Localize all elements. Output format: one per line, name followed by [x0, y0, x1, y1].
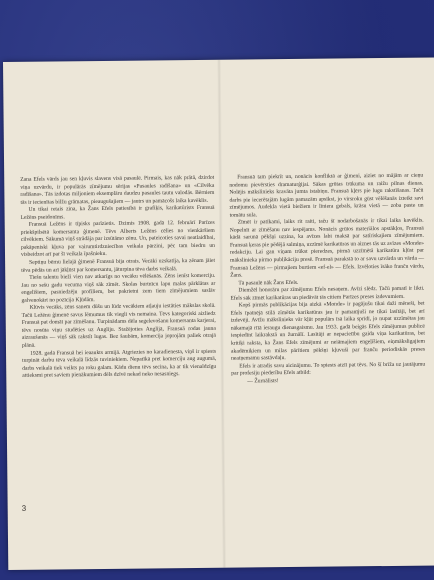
paragraph: 1928. gadā Fransuā hei ieaaukts armijā. Atgriezies no karadienesta, viņš ir spiests turpināt darbu tēva veikalā līdzās tuviniekiem. Nepatīkā pret komerciju aug augumā, darbs veikalā tiek veikts pa roku galam. Kādu dienu tēvs secina, ka ar tik vienaldzīgu attieksmi pret saviem pienākumiem dēls dzīvē nekad neko nesasniegs. — [22, 348, 217, 380]
paragraph: Klūvis vecāks, zēns sanem dūšu un lūdz vecākiem atļauju iestāties mākslas skolā. Tačū Ležēnu ģimenē savus lēmumus tik viegli vis nemaina. Tēvs kategoriski aizliedz Fransuā pat domāt par zīmēšanu. Turpinādams dēla segelevošanu komersanta karjerai, tēvs nosūta viņu studēties uz Angliju. Stažējoties Anglijā, Fransuā rodas jauna aizraušanās — viņš sāk rakstīt lugas. Bez šaubām, komercija joprojām paliek otrajā plānā. — [21, 303, 216, 349]
page-fold — [217, 60, 226, 568]
paragraph: Zīmēt ir patīkami, laiks rit raiti, taču šī nodarbošanās ir tikai laika kavēklis. Nopelnīt ar zīmēšanu nav iespējams. Nonācis grūtos materiālos apstākļos, Fransuā kādā sarunā pēkšņi uzzina, ka avīzes labi maksā par satīriskajiem zīmējumiem. Fransuā ķeras pie pēdējā salmiņa, uzzīmē karikatūras un aiznes tās uz avīzes «Monde» redakciju. Lai gan viņam trūkst pieredzes, pirmā uzzīmētā karikatūra kļūst par mākslinieka pirmo publikāciju presē. Fransuā parakstā to ar savu uzvārda un vārda — Fransuā Ležēns — pirmajiem burtiem «ef-el» — Efels. Izvēloties īsāko franču vārdu, Žans. — [229, 217, 425, 279]
book-page — [3, 57, 434, 569]
paragraph: Tā pasaulē nāk Žans Efels. — [238, 279, 299, 287]
paragraph: Septiņu bērnu lielajā ģimenē Fransuā bija otrais. Vecāki uzskatīja, ka zēnam jāiet tēva pēdās un arī jākļūst par komersantu, jāturpina tēva darbs veikalā. — [21, 257, 216, 274]
paragraph: Zana Efels vārds jau sen kļuvis slavens visā pasaulē. Pirmais, kas nāk prātā, dzirdot viņa uzvārdu, ir populārās zīmējumu sērijas «Pasaules radīšana» un «Cilvēka radīšana». Tās izdotas miljoniem eksemplāru daudzu pasaules tautu valodās. Bērniem tās ir iecienītas bilžu grāmatas, pieaugušajiem — jautrs un pamācošs laika kavēklis. — [20, 174, 215, 206]
page-number: 3 — [21, 503, 27, 513]
paragraph: Fransuā tam piekrīt un, nonācis konfliktā ar ģimeni, aiziet no mājām ar cieņu nodomu pievērsties dramaturģijai. Sākas grūtas trūkuma un raižu pilnas dienas. Nolējis mākslinieks kravāta jumta istabiņu. Fransuā kļērs pie lugu rakstīšanas. Tačū darbs pie iecerētajām lugām pamazām apsīkst, jo virsroku gūst vēlēšanās izteikt savi zīmējumos. Audekla vietā biežiem ir līniera gebals, krāsu vietā — zoba paste un tomātu sula. — [229, 172, 424, 219]
closing-quote: — Žurnālists! — [247, 377, 279, 385]
paragraph: Tiešu talentu bieži vien nav atkarīgs no vecāku vēlēšanās. Zēns ienīst komerciju. Jau no sešu gadu vecuma viņš sāk zīmēt. Skolas burtnīcu lapu malas pārklātas ar engelīšiem, pasniedzēju profiliem, bet pakrietni zem tiem zīmējumiem saslāv galvenokārt no pozīcija Kļūdām. — [21, 272, 216, 304]
paragraph: Kopš pirmās publikācijas bija aizkā «Monde» ir pagājušu tikai daži mēneši, bet Efels īpatnējā stilā zīmētās karikatūras jau ir pamanījuši ne tikai lasītāji, bet arī izdevēji. Avīžu mākslinieks vār kļūt populārs īsā laika sprīdī, jo nupat uzzīmētas jau nākamajā rītā ieraugu dienasgaismu. Jau 1933. gadā beigās Efels zīmējumus publicē iespiedīnt laikrakstā un žurnālī. Lasītāji ar nepacietību gaida viņa karikatūras, bet kritiķi raksta, ka Žans Efels zīmējumi ar neiāmajiem engeļīšiem, eiņmāksligajiem akadēmiķiem un milas pārītiem pēkšņi kļuvuši par franču periodiskās preses neatņemamu sastāvdaļu. — [230, 300, 426, 362]
paragraph: Efels ir atradis savu aicinājumu. To spiests atzīt pat tēvs. No šī brīža uz jautājumu par profesiju piederību Efels atbild: — [231, 361, 426, 377]
right-text-column — [229, 173, 425, 386]
paragraph: Un tikai retais zina, ka Žans Efels patiesībā ir grafiķis, karikatūrists Fransuā Ležēns pseidonīms. — [20, 204, 215, 221]
left-text-column — [20, 175, 216, 381]
paragraph: Diemžēl honorāru par zīmējumu Efels nesaņem. Avīzi slēdz. Tačū pamatī ir likti. Efels sāk zīmēt karikatūras un piedāvāt tās citiem Parīzes preses izdevumiem. — [230, 285, 425, 302]
paragraph: Fransuā Ležēns ir tīpisks parīzietis. Dzimis 1908. gadā 12. februārī Parīzes priekšpilsētā komersanta ģimenē. Tēvs Alberts Ležēns cēlies no vienkāršiem cilvēkiem. Sākumā viņš strādāja par izsūtāmo zēnu. Un, pateicoties savai neatlaidībai, pakāpeniski kļuva par vairumtirdzniecības veikala pārzini, pēc tam biedru un visbeidzot arī par šī veikala īpašnieku. — [20, 220, 215, 259]
